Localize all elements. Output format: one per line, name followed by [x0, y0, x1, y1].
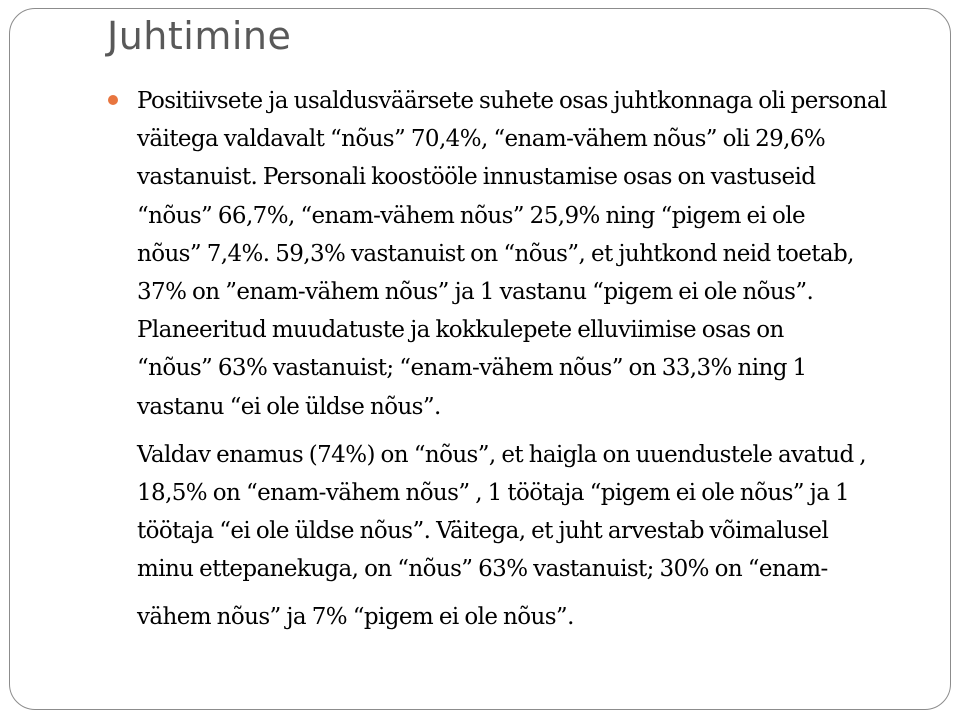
bullet-icon: [108, 95, 118, 105]
paragraph-1: [137, 82, 917, 426]
paragraph-2-line: Valdav enamus (74%) on “nõus”, et haigla on uuendustele avatud ,: [137, 442, 867, 468]
paragraph-2: [137, 436, 917, 636]
paragraph-2-line: töötaja “ei ole üldse nõus”. Väitega, et juht arvestab võimalusel: [137, 518, 829, 544]
paragraph-2-line: vähem nõus” ja 7% “pigem ei ole nõus”.: [137, 604, 574, 630]
paragraph-1-line: 37% on ”enam-vähem nõus” ja 1 vastanu “pigem ei ole nõus”.: [137, 279, 814, 306]
paragraph-1-line: Positiivsete ja usaldusväärsete suhete osas juhtkonnaga oli personal: [137, 88, 887, 114]
paragraph-2-line: minu ettepanekuga, on “nõus” 63% vastanuist; 30% on “enam-: [137, 556, 828, 582]
paragraph-1-line: väitega valdavalt “nõus” 70,4%, “enam-vähem nõus” oli 29,6%: [137, 126, 826, 153]
paragraph-1-line: “nõus” 63% vastanuist; “enam-vähem nõus” on 33,3% ning 1: [137, 355, 807, 382]
paragraph-1-line: Planeeritud muudatuste ja kokkulepete elluviimise osas on: [137, 317, 784, 344]
paragraph-1-line: vastanu “ei ole üldse nõus”.: [137, 393, 441, 420]
slide-title: Juhtimine: [107, 14, 292, 58]
paragraph-1-line: “nõus” 66,7%, “enam-vähem nõus” 25,9% ning “pigem ei ole: [137, 202, 806, 229]
paragraph-1-line: nõus” 7,4%. 59,3% vastanuist on “nõus”, et juhtkond neid toetab,: [137, 240, 854, 267]
paragraph-1-line: vastanuist. Personali koostööle innustamise osas on vastuseid: [137, 164, 816, 191]
paragraph-2-line: 18,5% on “enam-vähem nõus” , 1 töötaja “pigem ei ole nõus” ja 1: [137, 480, 850, 506]
